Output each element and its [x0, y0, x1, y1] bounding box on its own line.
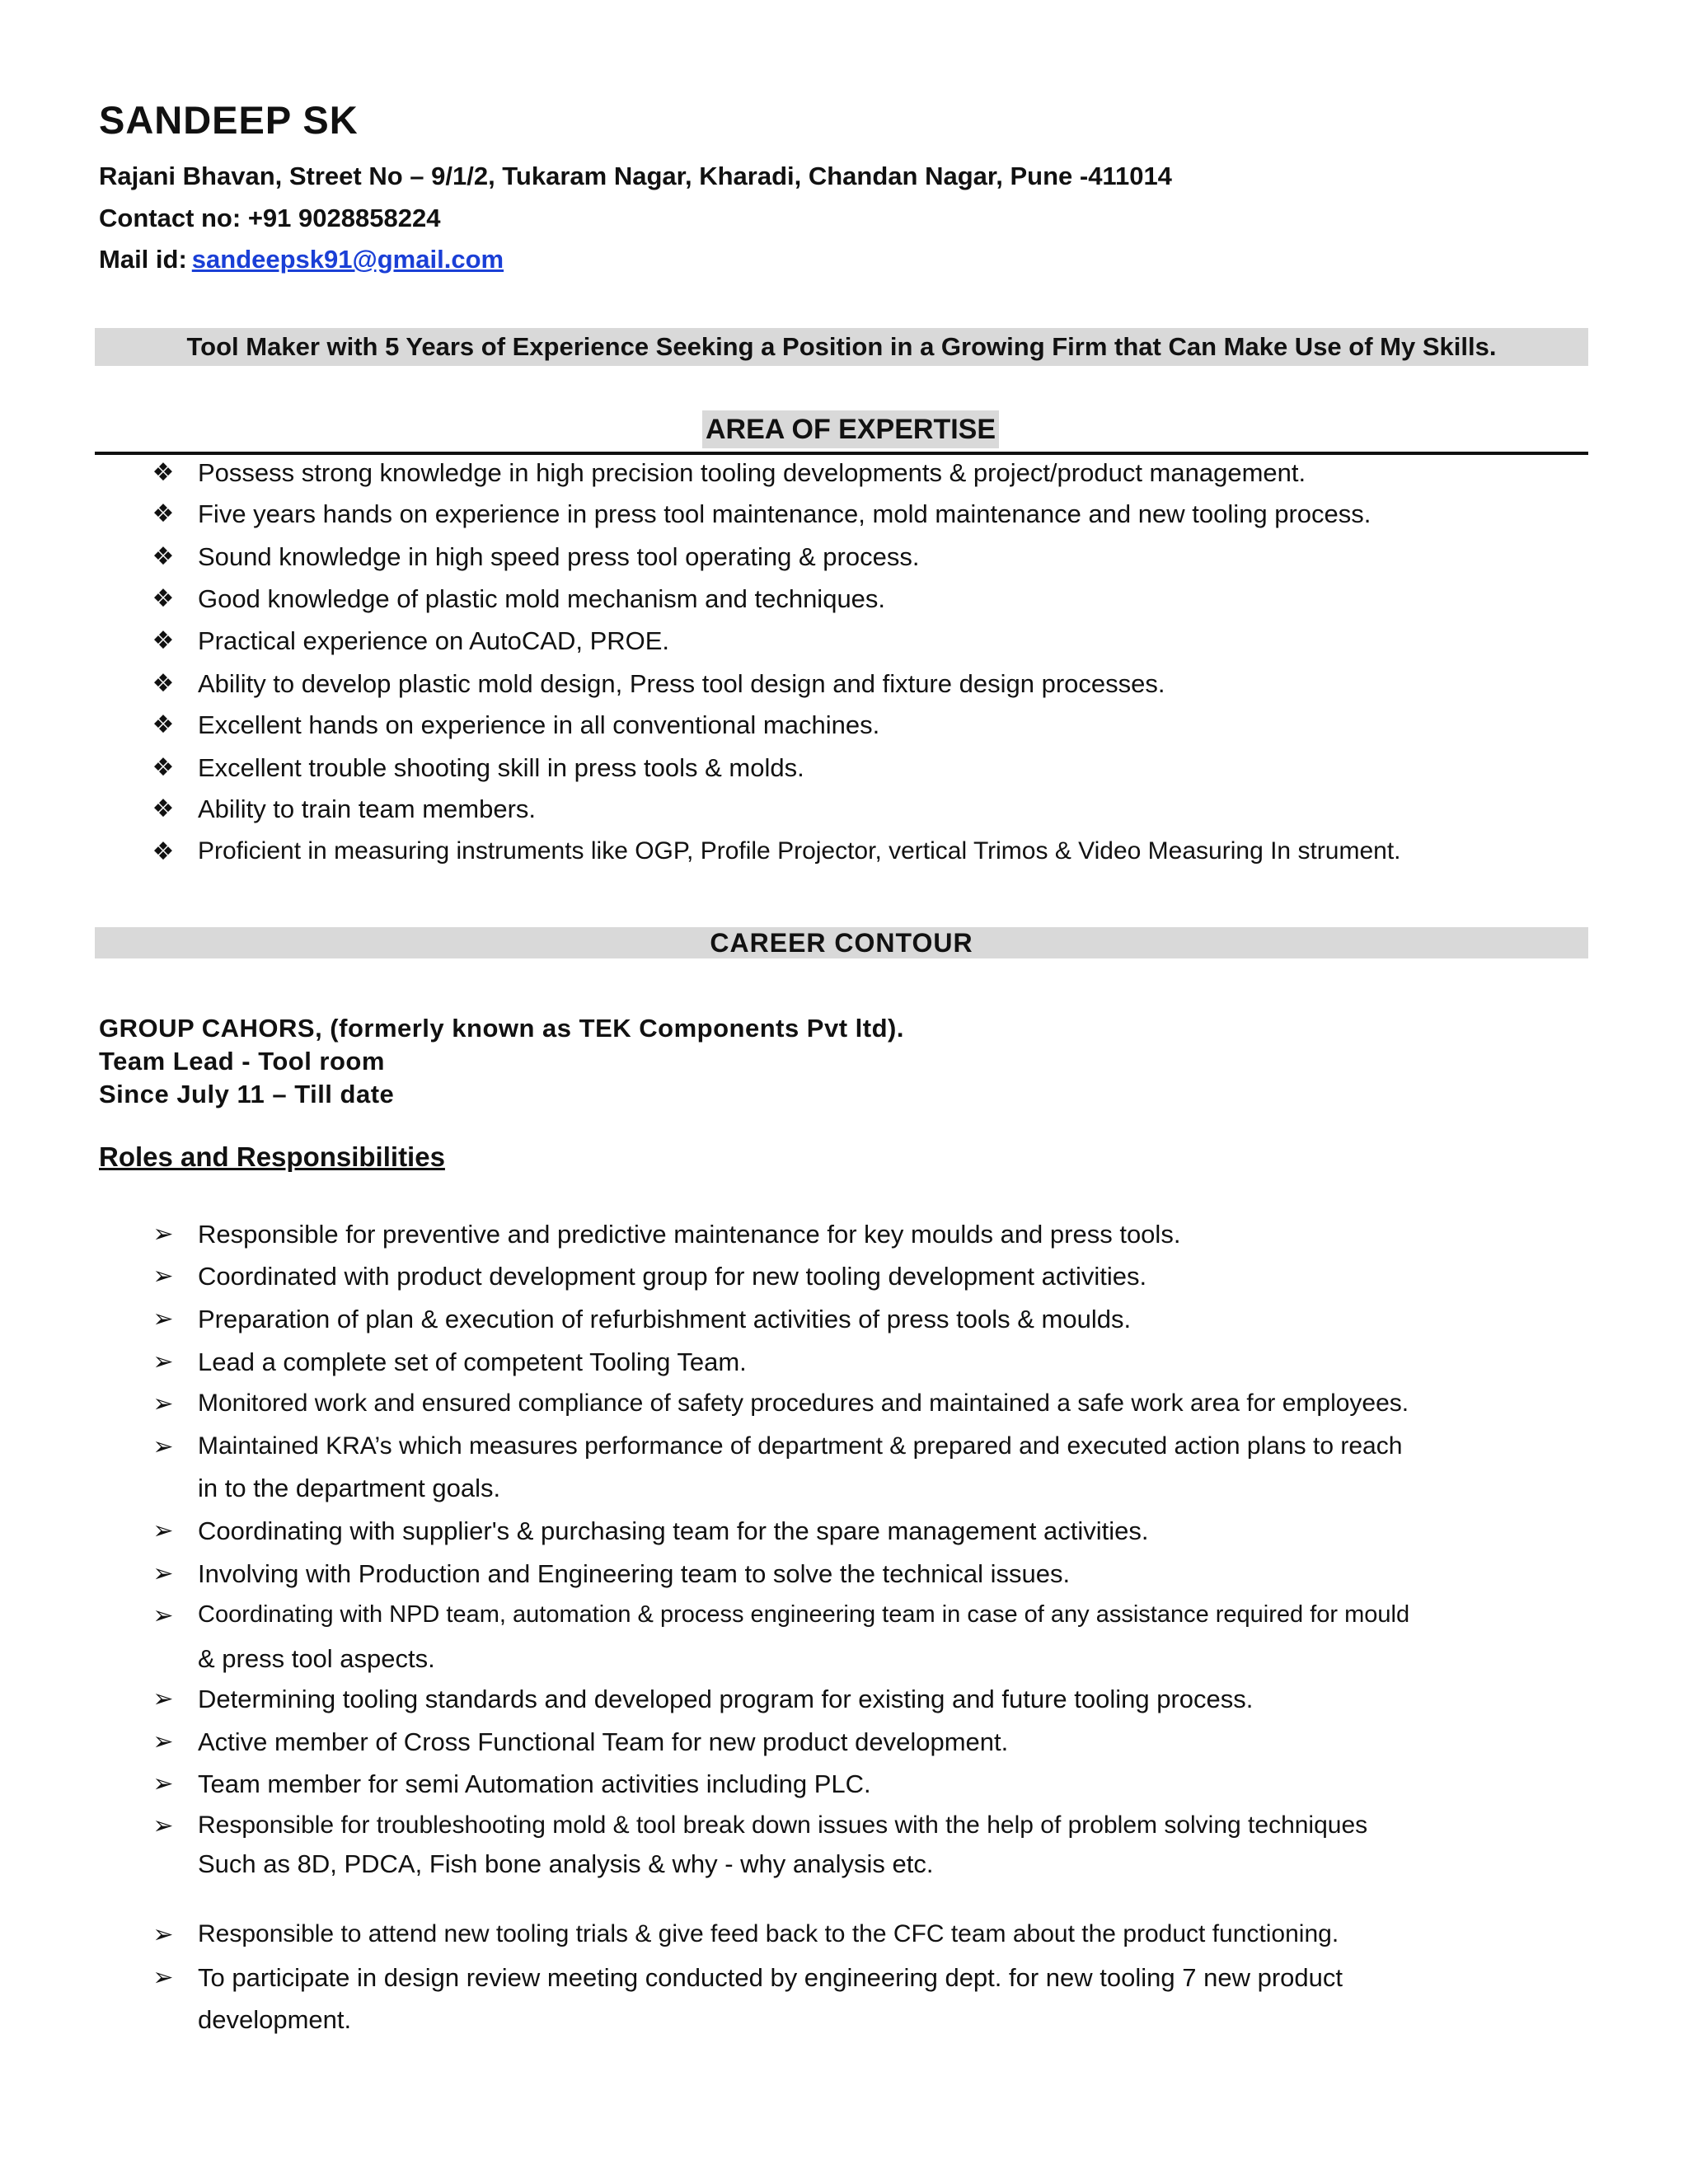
responsibility-item: To participate in design review meeting conducted by engineering dept. for new tooling 7 new product: [198, 1963, 1343, 1992]
mail-line: [99, 245, 504, 274]
expertise-heading: AREA OF EXPERTISE: [702, 410, 999, 448]
contact-line: [99, 204, 440, 233]
arrow-bullet-icon: ➢: [152, 1728, 174, 1755]
responsibility-item-continued: Such as 8D, PDCA, Fish bone analysis & why - why analysis etc.: [198, 1849, 934, 1878]
diamond-bullet-icon: ❖: [152, 838, 175, 865]
responsibility-item: Preparation of plan & execution of refurbishment activities of press tools & moulds.: [198, 1305, 1132, 1333]
expertise-item: Excellent hands on experience in all conventional machines.: [198, 710, 880, 739]
responsibility-item: Coordinating with NPD team, automation & process engineering team in case of any assistance required for mould: [198, 1601, 1410, 1628]
job-period: Since July 11 – Till date: [99, 1080, 395, 1108]
arrow-bullet-icon: ➢: [152, 1770, 174, 1797]
responsibility-item: Team member for semi Automation activities including PLC.: [198, 1769, 871, 1798]
career-heading: CAREER CONTOUR: [95, 927, 1588, 958]
responsibility-item: Maintained KRA’s which measures performance of department & prepared and executed action plans to reach: [198, 1432, 1403, 1460]
arrow-bullet-icon: ➢: [152, 1305, 174, 1333]
arrow-bullet-icon: ➢: [152, 1602, 174, 1629]
section-divider: [95, 452, 1588, 455]
arrow-bullet-icon: ➢: [152, 1685, 174, 1713]
responsibility-item: Involving with Production and Engineering team to solve the technical issues.: [198, 1559, 1071, 1588]
arrow-bullet-icon: ➢: [152, 1921, 174, 1948]
expertise-item: Five years hands on experience in press tool maintenance, mold maintenance and new tooling process.: [198, 499, 1372, 528]
responsibility-item-continued: in to the department goals.: [198, 1474, 501, 1502]
arrow-bullet-icon: ➢: [152, 1517, 174, 1544]
expertise-item: Ability to train team members.: [198, 794, 537, 823]
contact-label: Contact no:: [99, 204, 241, 232]
arrow-bullet-icon: ➢: [152, 1221, 174, 1248]
responsibility-item: Active member of Cross Functional Team for new product development.: [198, 1727, 1009, 1756]
responsibility-item: Responsible for preventive and predictive maintenance for key moulds and press tools.: [198, 1220, 1181, 1249]
arrow-bullet-icon: ➢: [152, 1348, 174, 1376]
expertise-item: Practical experience on AutoCAD, PROE.: [198, 626, 670, 655]
expertise-item: Proficient in measuring instruments like OGP, Profile Projector, vertical Trimos & Video Measuring In strument.: [198, 837, 1401, 865]
responsibility-item: Responsible for troubleshooting mold & tool break down issues with the help of problem solving techniques: [198, 1811, 1368, 1839]
diamond-bullet-icon: ❖: [152, 627, 175, 654]
responsibility-item: Coordinated with product development group for new tooling development activities.: [198, 1262, 1147, 1291]
responsibility-item: Lead a complete set of competent Tooling Team.: [198, 1347, 747, 1376]
diamond-bullet-icon: ❖: [152, 670, 175, 697]
arrow-bullet-icon: ➢: [152, 1390, 174, 1418]
roles-heading: Roles and Responsibilities: [99, 1141, 445, 1172]
responsibility-item: Monitored work and ensured compliance of safety procedures and maintained a safe work area for employees.: [198, 1390, 1409, 1417]
job-title: Team Lead - Tool room: [99, 1047, 385, 1076]
responsibility-item: Responsible to attend new tooling trials & give feed back to the CFC team about the product functioning.: [198, 1920, 1339, 1947]
arrow-bullet-icon: ➢: [152, 1560, 174, 1587]
diamond-bullet-icon: ❖: [152, 459, 175, 486]
responsibility-item: Coordinating with supplier's & purchasing team for the spare management activities.: [198, 1516, 1149, 1545]
responsibility-item-continued: development.: [198, 2005, 352, 2034]
arrow-bullet-icon: ➢: [152, 1964, 174, 1991]
arrow-bullet-icon: ➢: [152, 1812, 174, 1840]
company-name: GROUP CAHORS, (formerly known as TEK Components Pvt ltd).: [99, 1014, 904, 1043]
objective-banner: Tool Maker with 5 Years of Experience Seeking a Position in a Growing Firm that Can Make Use of My Skills.: [95, 328, 1588, 366]
expertise-item: Possess strong knowledge in high precision tooling developments & project/product management.: [198, 458, 1306, 487]
diamond-bullet-icon: ❖: [152, 711, 175, 738]
diamond-bullet-icon: ❖: [152, 543, 175, 570]
address-line: Rajani Bhavan, Street No – 9/1/2, Tukaram Nagar, Kharadi, Chandan Nagar, Pune -411014: [99, 162, 1172, 190]
arrow-bullet-icon: ➢: [152, 1433, 174, 1460]
responsibility-item-continued: & press tool aspects.: [198, 1644, 435, 1673]
expertise-item: Sound knowledge in high speed press tool operating & process.: [198, 542, 920, 571]
mail-label: Mail id:: [99, 245, 187, 274]
diamond-bullet-icon: ❖: [152, 500, 175, 527]
diamond-bullet-icon: ❖: [152, 585, 175, 612]
contact-value: +91 9028858224: [247, 204, 441, 232]
diamond-bullet-icon: ❖: [152, 795, 175, 823]
arrow-bullet-icon: ➢: [152, 1263, 174, 1290]
expertise-item: Excellent trouble shooting skill in press tools & molds.: [198, 753, 804, 782]
expertise-item: Ability to develop plastic mold design, Press tool design and fixture design processes.: [198, 669, 1165, 698]
expertise-item: Good knowledge of plastic mold mechanism and techniques.: [198, 584, 886, 613]
diamond-bullet-icon: ❖: [152, 754, 175, 781]
mail-link[interactable]: sandeepsk91@gmail.com: [191, 245, 504, 274]
candidate-name: SANDEEP SK: [99, 98, 359, 142]
responsibility-item: Determining tooling standards and developed program for existing and future tooling process.: [198, 1685, 1254, 1713]
